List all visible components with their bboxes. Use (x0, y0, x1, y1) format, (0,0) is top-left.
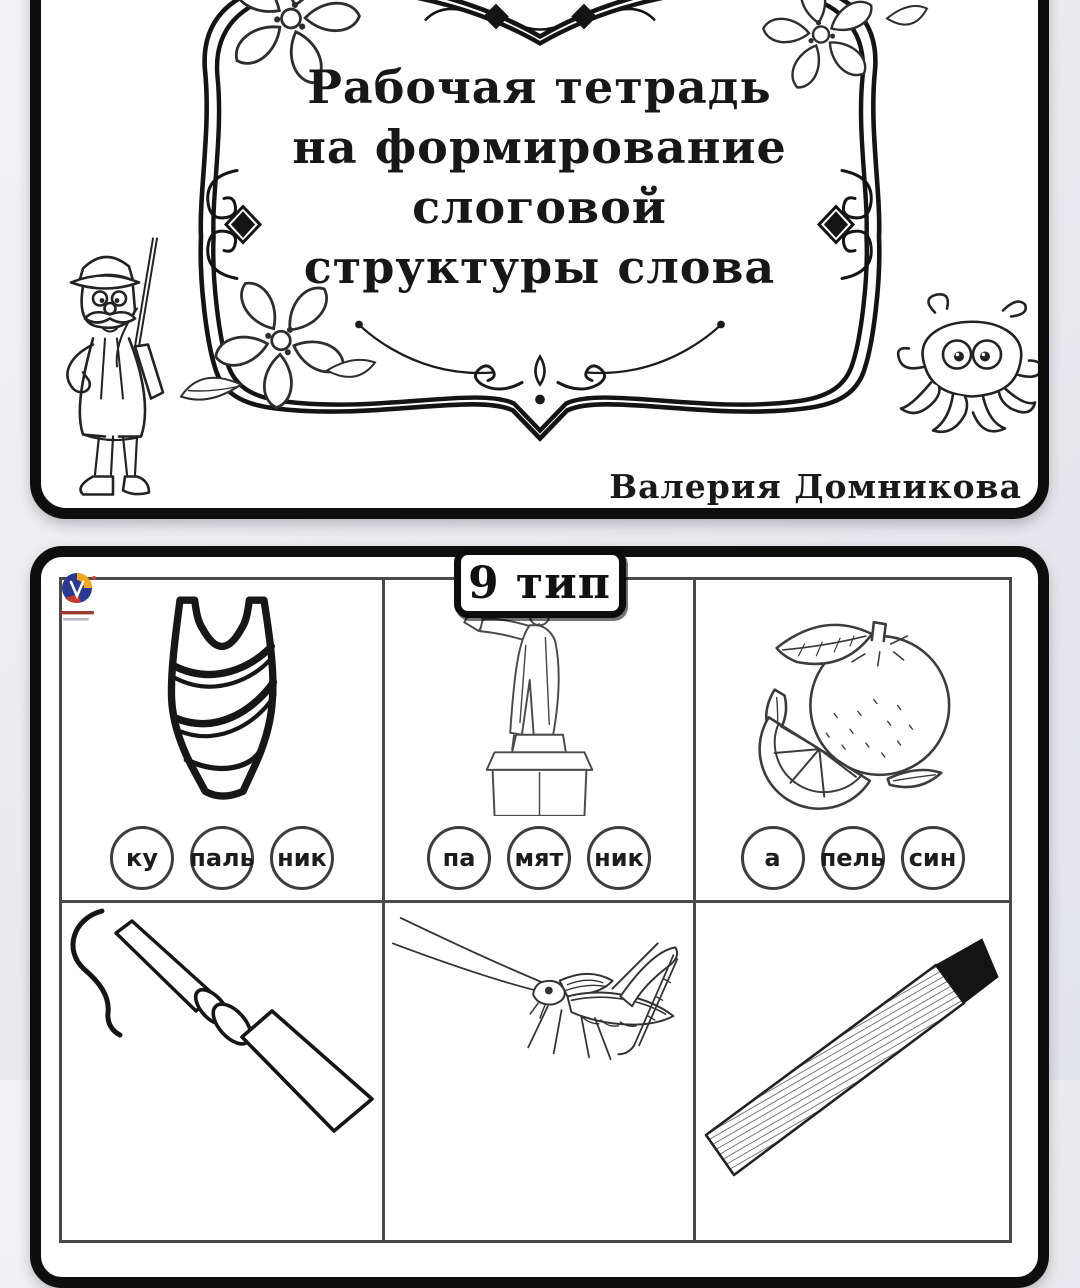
syllable-circle: ку (110, 826, 174, 890)
orange-drawing (696, 580, 1009, 822)
cell-napilnik (696, 903, 1009, 1240)
syllable-circle: мят (507, 826, 571, 890)
author-name: Валерия Домникова (609, 467, 1022, 506)
worksheet-grid (59, 577, 1012, 1243)
syllable-row (110, 826, 334, 890)
file-drawing (696, 903, 1009, 1240)
cover-title-line: слоговой (412, 180, 667, 234)
cover-title (161, 57, 918, 297)
syllable-row (741, 826, 965, 890)
syllable-circle: ник (587, 826, 651, 890)
syllable-circle: пель (821, 826, 885, 890)
cover-card (30, 0, 1049, 519)
grasshopper-drawing (385, 903, 693, 1240)
cover-title-line: на формирование (292, 120, 787, 174)
publisher-logo-icon (57, 570, 101, 628)
swimsuit-drawing (62, 580, 382, 822)
syllable-circle: ник (270, 826, 334, 890)
cell-pamyatnik (385, 580, 696, 903)
syllable-circle: паль (190, 826, 254, 890)
octopus-character (898, 294, 1038, 432)
cover-title-line: Рабочая тетрадь (307, 60, 772, 114)
worksheet-card (30, 546, 1049, 1288)
cell-kupalnik (62, 580, 385, 903)
syllable-circle: па (427, 826, 491, 890)
cell-payalnik (62, 903, 385, 1240)
cell-apelsin (696, 580, 1009, 903)
syllable-circle: син (901, 826, 965, 890)
syllable-circle: а (741, 826, 805, 890)
publisher-logo (57, 570, 101, 628)
type-badge: 9 тип (454, 548, 626, 618)
syllable-row (427, 826, 651, 890)
bottom-flourish (356, 321, 725, 404)
soldering-iron-drawing (62, 903, 382, 1240)
top-flourish (425, 6, 655, 30)
cell-kuznechik (385, 903, 696, 1240)
hunter-character (67, 239, 163, 495)
cover-title-line: структуры слова (303, 240, 776, 294)
